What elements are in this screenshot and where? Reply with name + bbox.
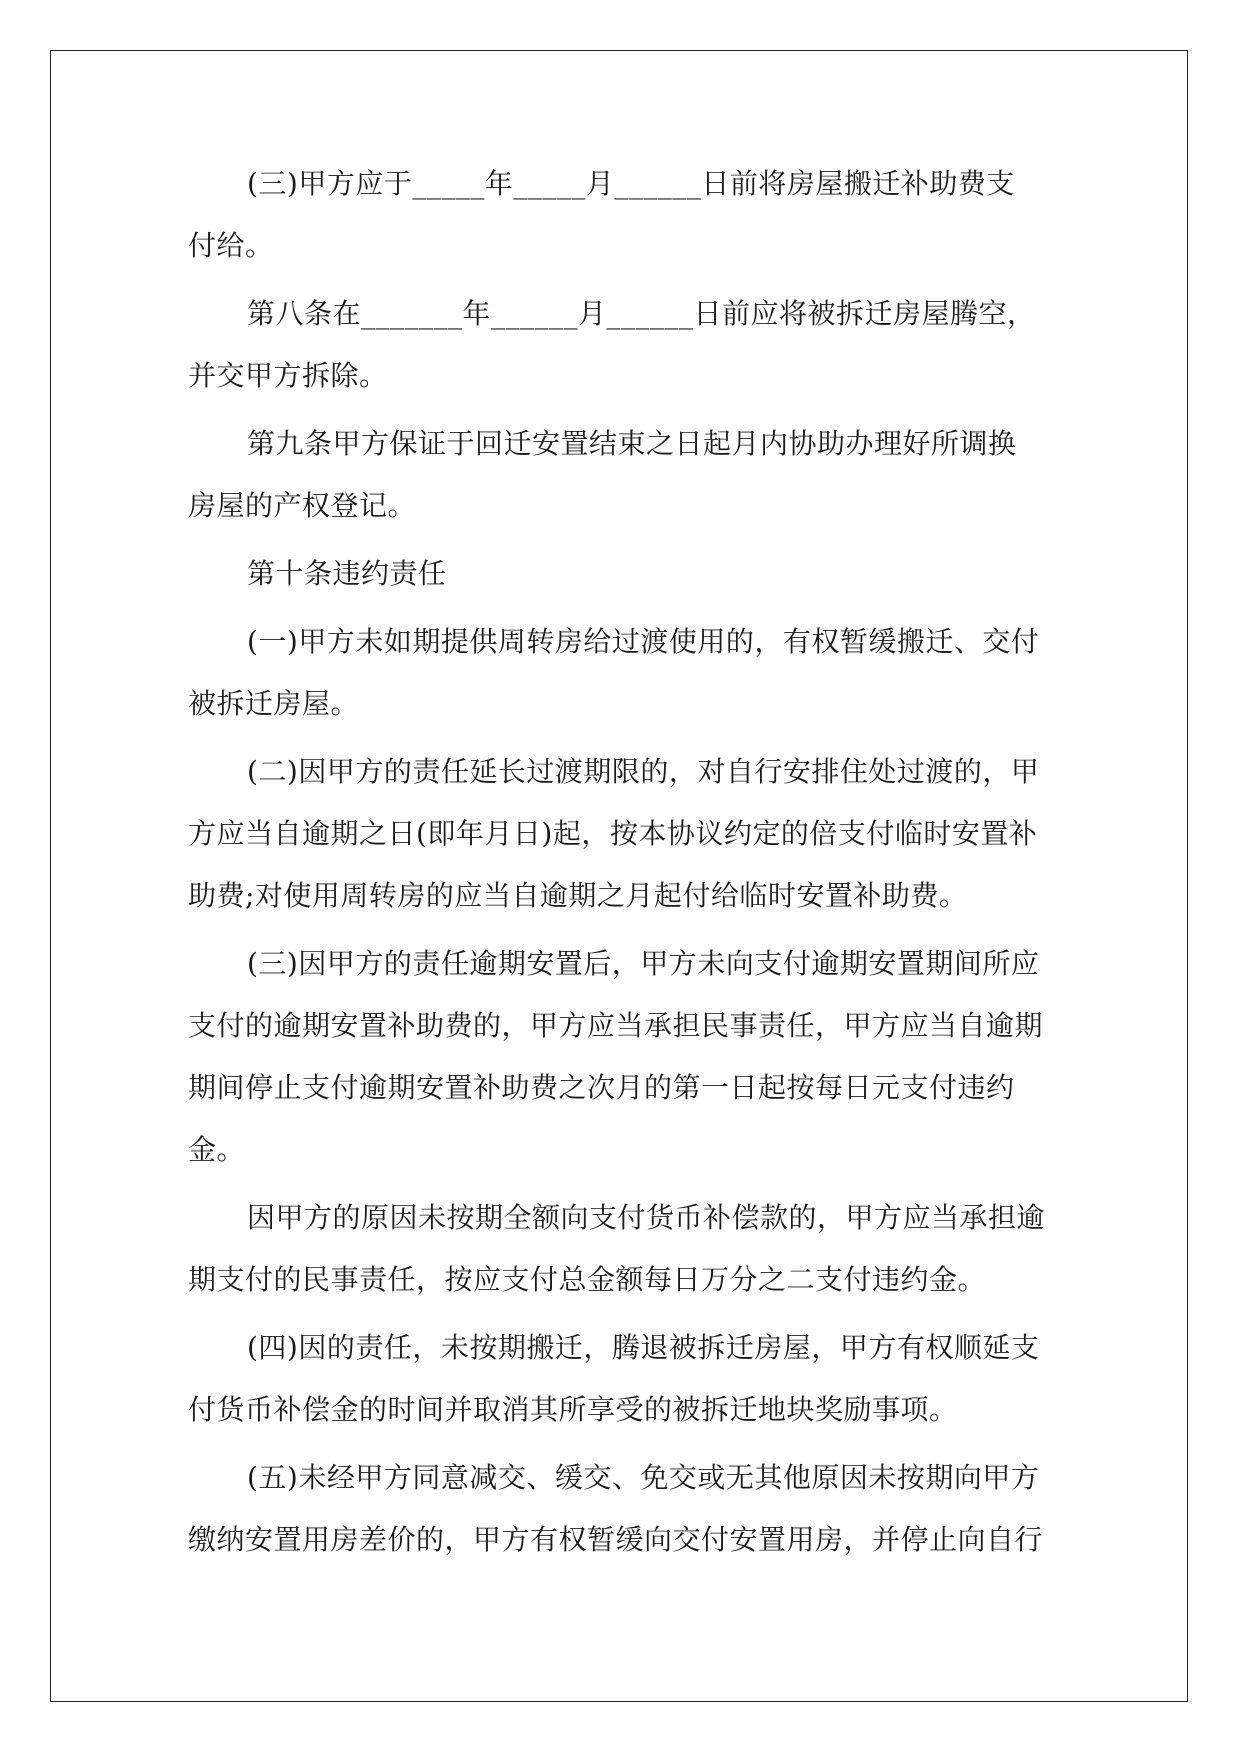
clause-3-line-2: 付给。 xyxy=(188,229,274,262)
breach-3-line-4: 金。 xyxy=(188,1133,246,1166)
breach-3-line-3: 期间停止支付逾期安置补助费之次月的第一日起按每日元支付违约 xyxy=(188,1071,1015,1104)
breach-1-line-1: (一)甲方未如期提供周转房给过渡使用的，有权暂缓搬迁、交付 xyxy=(247,625,1040,658)
article-8-line-1: 第八条在_______年______月______日前应将被拆迁房屋腾空， xyxy=(247,297,1036,330)
breach-5-line-2: 缴纳安置用房差价的，甲方有权暂缓向交付安置用房，并停止向自行 xyxy=(188,1523,1044,1556)
clause-3-line-1: (三)甲方应于_____年_____月______日前将房屋搬迁补助费支 xyxy=(247,167,1015,200)
breach-3-line-2: 支付的逾期安置补助费的，甲方应当承担民事责任，甲方应当自逾期 xyxy=(188,1009,1044,1042)
payment-delay-line-2: 期支付的民事责任，按应支付总金额每日万分之二支付违约金。 xyxy=(188,1263,987,1296)
article-9-line-1: 第九条甲方保证于回迁安置结束之日起月内协助办理好所调换 xyxy=(247,427,1017,460)
breach-4-line-1: (四)因的责任，未按期搬迁，腾退被拆迁房屋，甲方有权顺延支 xyxy=(247,1331,1040,1364)
breach-2-line-1: (二)因甲方的责任延长过渡期限的，对自行安排住处过渡的，甲 xyxy=(247,755,1040,788)
article-9-line-2: 房屋的产权登记。 xyxy=(188,489,417,522)
breach-4-line-2: 付货币补偿金的时间并取消其所享受的被拆迁地块奖励事项。 xyxy=(188,1393,958,1426)
breach-2-line-2: 方应当自逾期之日(即年月日)起，按本协议约定的倍支付临时安置补 xyxy=(188,817,1038,850)
breach-3-line-1: (三)因甲方的责任逾期安置后，甲方未向支付逾期安置期间所应 xyxy=(247,947,1040,980)
article-8-line-2: 并交甲方拆除。 xyxy=(188,359,388,392)
payment-delay-line-1: 因甲方的原因未按期全额向支付货币补偿款的，甲方应当承担逾 xyxy=(247,1201,1046,1234)
breach-2-line-3: 助费;对使用周转房的应当自逾期之月起付给临时安置补助费。 xyxy=(188,879,968,912)
article-10-heading: 第十条违约责任 xyxy=(247,557,447,590)
breach-1-line-2: 被拆迁房屋。 xyxy=(188,687,360,720)
breach-5-line-1: (五)未经甲方同意减交、缓交、免交或无其他原因未按期向甲方 xyxy=(247,1461,1040,1494)
